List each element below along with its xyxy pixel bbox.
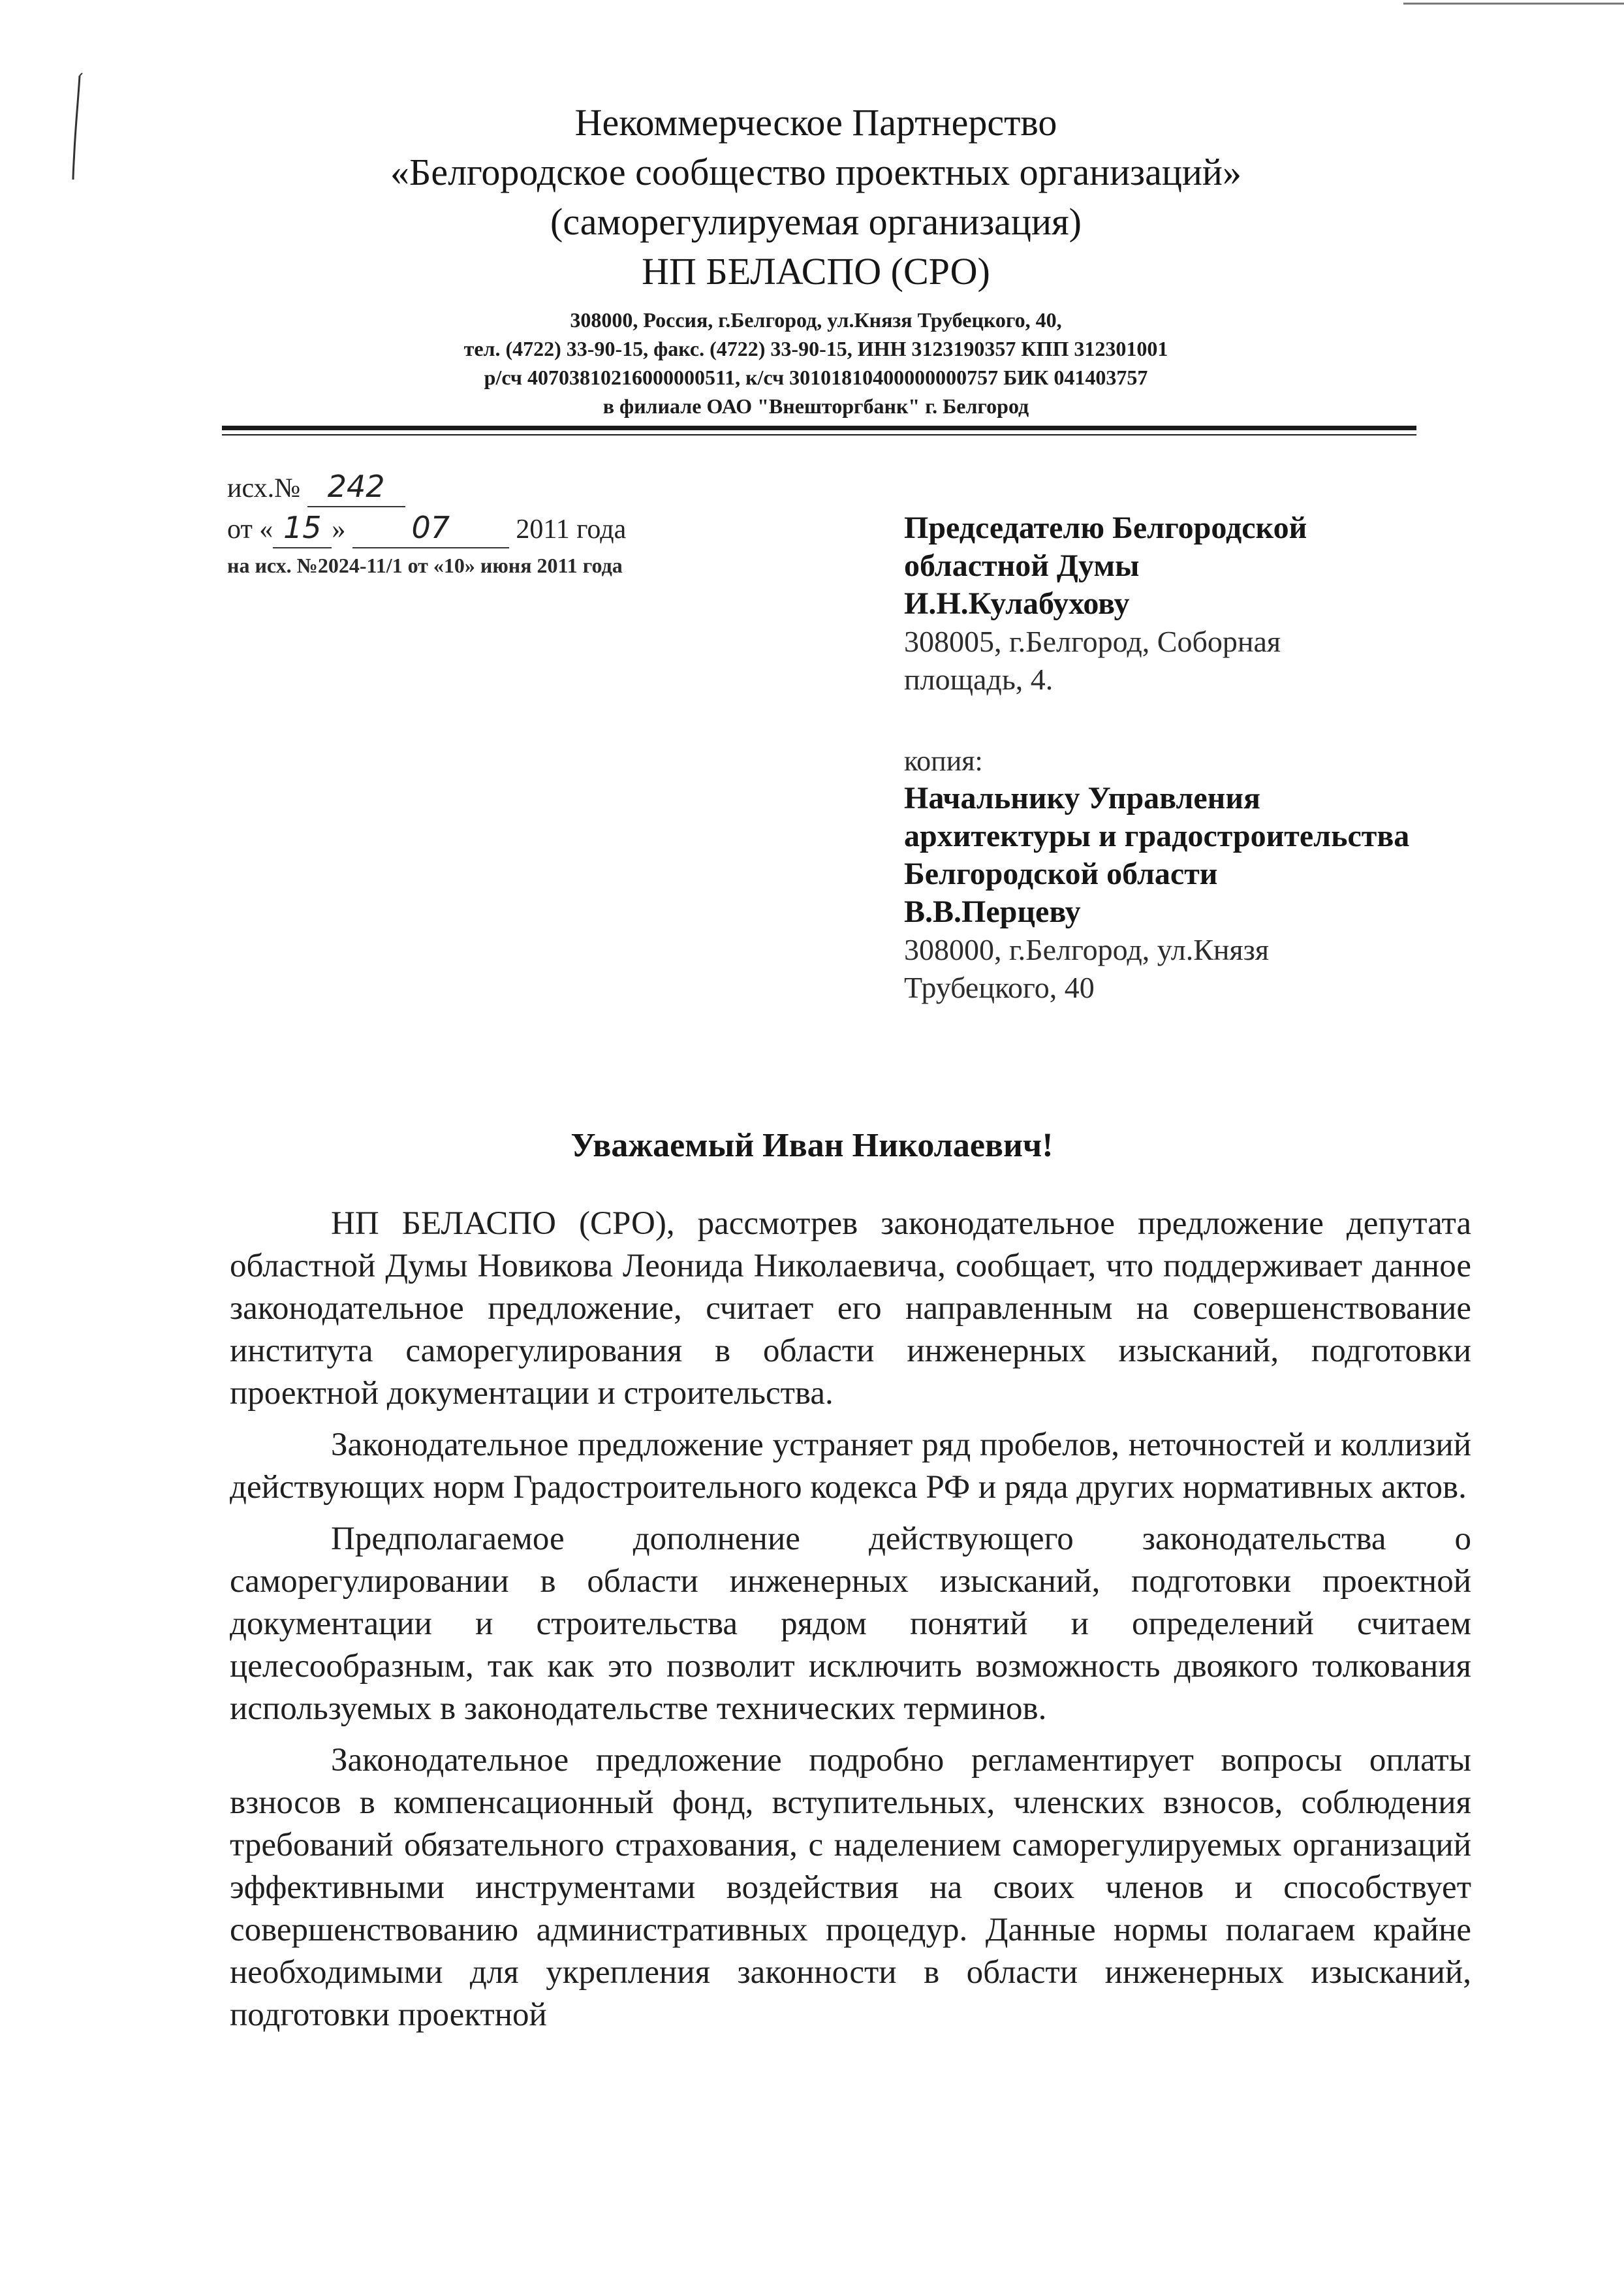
org-name-line-3: (саморегулируемая организация) bbox=[550, 200, 1082, 243]
addressee-address-line-2: площадь, 4. bbox=[904, 663, 1054, 696]
addressee-address-line-1: 308005, г.Белгород, Соборная bbox=[904, 625, 1281, 658]
outgoing-number-label: исх.№ bbox=[227, 473, 301, 503]
outgoing-number-line bbox=[227, 467, 815, 508]
letterhead-rule-thick bbox=[222, 426, 1416, 430]
date-year: 2011 года bbox=[516, 514, 627, 545]
org-bank-branch: в филиале ОАО "Внешторгбанк" г. Белгород bbox=[602, 394, 1029, 418]
margin-pen-stroke bbox=[65, 72, 91, 183]
copy-title-line-2: архитектуры и градостроительства bbox=[904, 819, 1410, 853]
org-contacts bbox=[196, 306, 1436, 420]
copy-recipient-name: В.В.Перцеву bbox=[904, 894, 1081, 929]
body-paragraph-2: Законодательное предложение устраняет ряд пробелов, неточностей и коллизий действующих норм Градостроительного кодекса РФ и ряда других нормативных актов. bbox=[230, 1427, 1471, 1506]
addressee-title-line-1: Председателю Белгородской bbox=[904, 511, 1307, 545]
org-name-line-2: «Белгородское сообщество проектных организаций» bbox=[390, 151, 1241, 193]
org-phone-tax: тел. (4722) 33-90-15, факс. (4722) 33-90-15, ИНН 3123190357 КПП 312301001 bbox=[463, 337, 1168, 360]
outgoing-number-handwritten: 242 bbox=[307, 467, 405, 507]
body-paragraph-1: НП БЕЛАСПО (СРО), рассмотрев законодательное предложение депутата областной Думы Новикова Леонида Николаевича, сообщает, что поддерживает данное законодательное предложение, считает его направленным на совершенствование института саморегулирования в области инженерных изысканий, подготовки проектной документации и строительства. bbox=[230, 1205, 1471, 1412]
copy-label: копия: bbox=[904, 745, 983, 777]
outgoing-date-line bbox=[227, 508, 815, 549]
org-abbreviation: НП БЕЛАСПО (СРО) bbox=[642, 250, 990, 293]
org-name-line-1: Некоммерческое Партнерство bbox=[574, 101, 1057, 144]
copy-address-line-1: 308000, г.Белгород, ул.Князя bbox=[904, 933, 1269, 966]
org-address: 308000, Россия, г.Белгород, ул.Князя Трубецкого, 40, bbox=[570, 308, 1062, 332]
date-prefix: от « bbox=[227, 514, 273, 545]
letterhead-rule-thin bbox=[222, 434, 1416, 435]
addressee-title-line-2: областной Думы bbox=[904, 548, 1140, 583]
salutation: Уважаемый Иван Николаевич! bbox=[570, 1127, 1054, 1164]
incoming-reference: на исх. №2024-11/1 от «10» июня 2011 года bbox=[227, 554, 623, 577]
outgoing-reference-block bbox=[227, 467, 815, 582]
letter-body bbox=[230, 1203, 1471, 2046]
copy-title-line-1: Начальнику Управления bbox=[904, 781, 1260, 815]
date-mid: » bbox=[332, 514, 346, 545]
letterhead bbox=[196, 98, 1436, 420]
date-day-handwritten: 15 bbox=[273, 508, 332, 548]
body-paragraph-3: Предполагаемое дополнение действующего законодательства о саморегулировании в области инженерных изысканий, подготовки проектной документации и строительства рядом понятий и определений считаем целесообразным, так как это позволит исключить возможность двоякого толкования используемых в законодательстве технических терминов. bbox=[230, 1521, 1471, 1727]
copy-address-line-2: Трубецкого, 40 bbox=[904, 971, 1095, 1004]
copy-title-line-3: Белгородской области bbox=[904, 857, 1218, 891]
org-bank-accounts: р/сч 40703810216000000511, к/сч 30101810400000000757 БИК 041403757 bbox=[484, 366, 1148, 389]
addressee-name: И.Н.Кулабухову bbox=[904, 586, 1130, 621]
date-month-handwritten: 07 bbox=[352, 508, 509, 548]
addressee-block bbox=[904, 509, 1570, 1007]
scan-edge-mark bbox=[1403, 3, 1624, 5]
body-paragraph-4: Законодательное предложение подробно регламентирует вопросы оплаты взносов в компенсационный фонд, вступительных, членских взносов, соблюдения требований обязательного страхования, с наделением саморегулируемых организаций эффективными инструментами воздействия на своих членов и способствует совершенствованию административных процедур. Данные нормы полагаем крайне необходимыми для укрепления законности в области инженерных изысканий, подготовки проектной bbox=[230, 1742, 1471, 2033]
